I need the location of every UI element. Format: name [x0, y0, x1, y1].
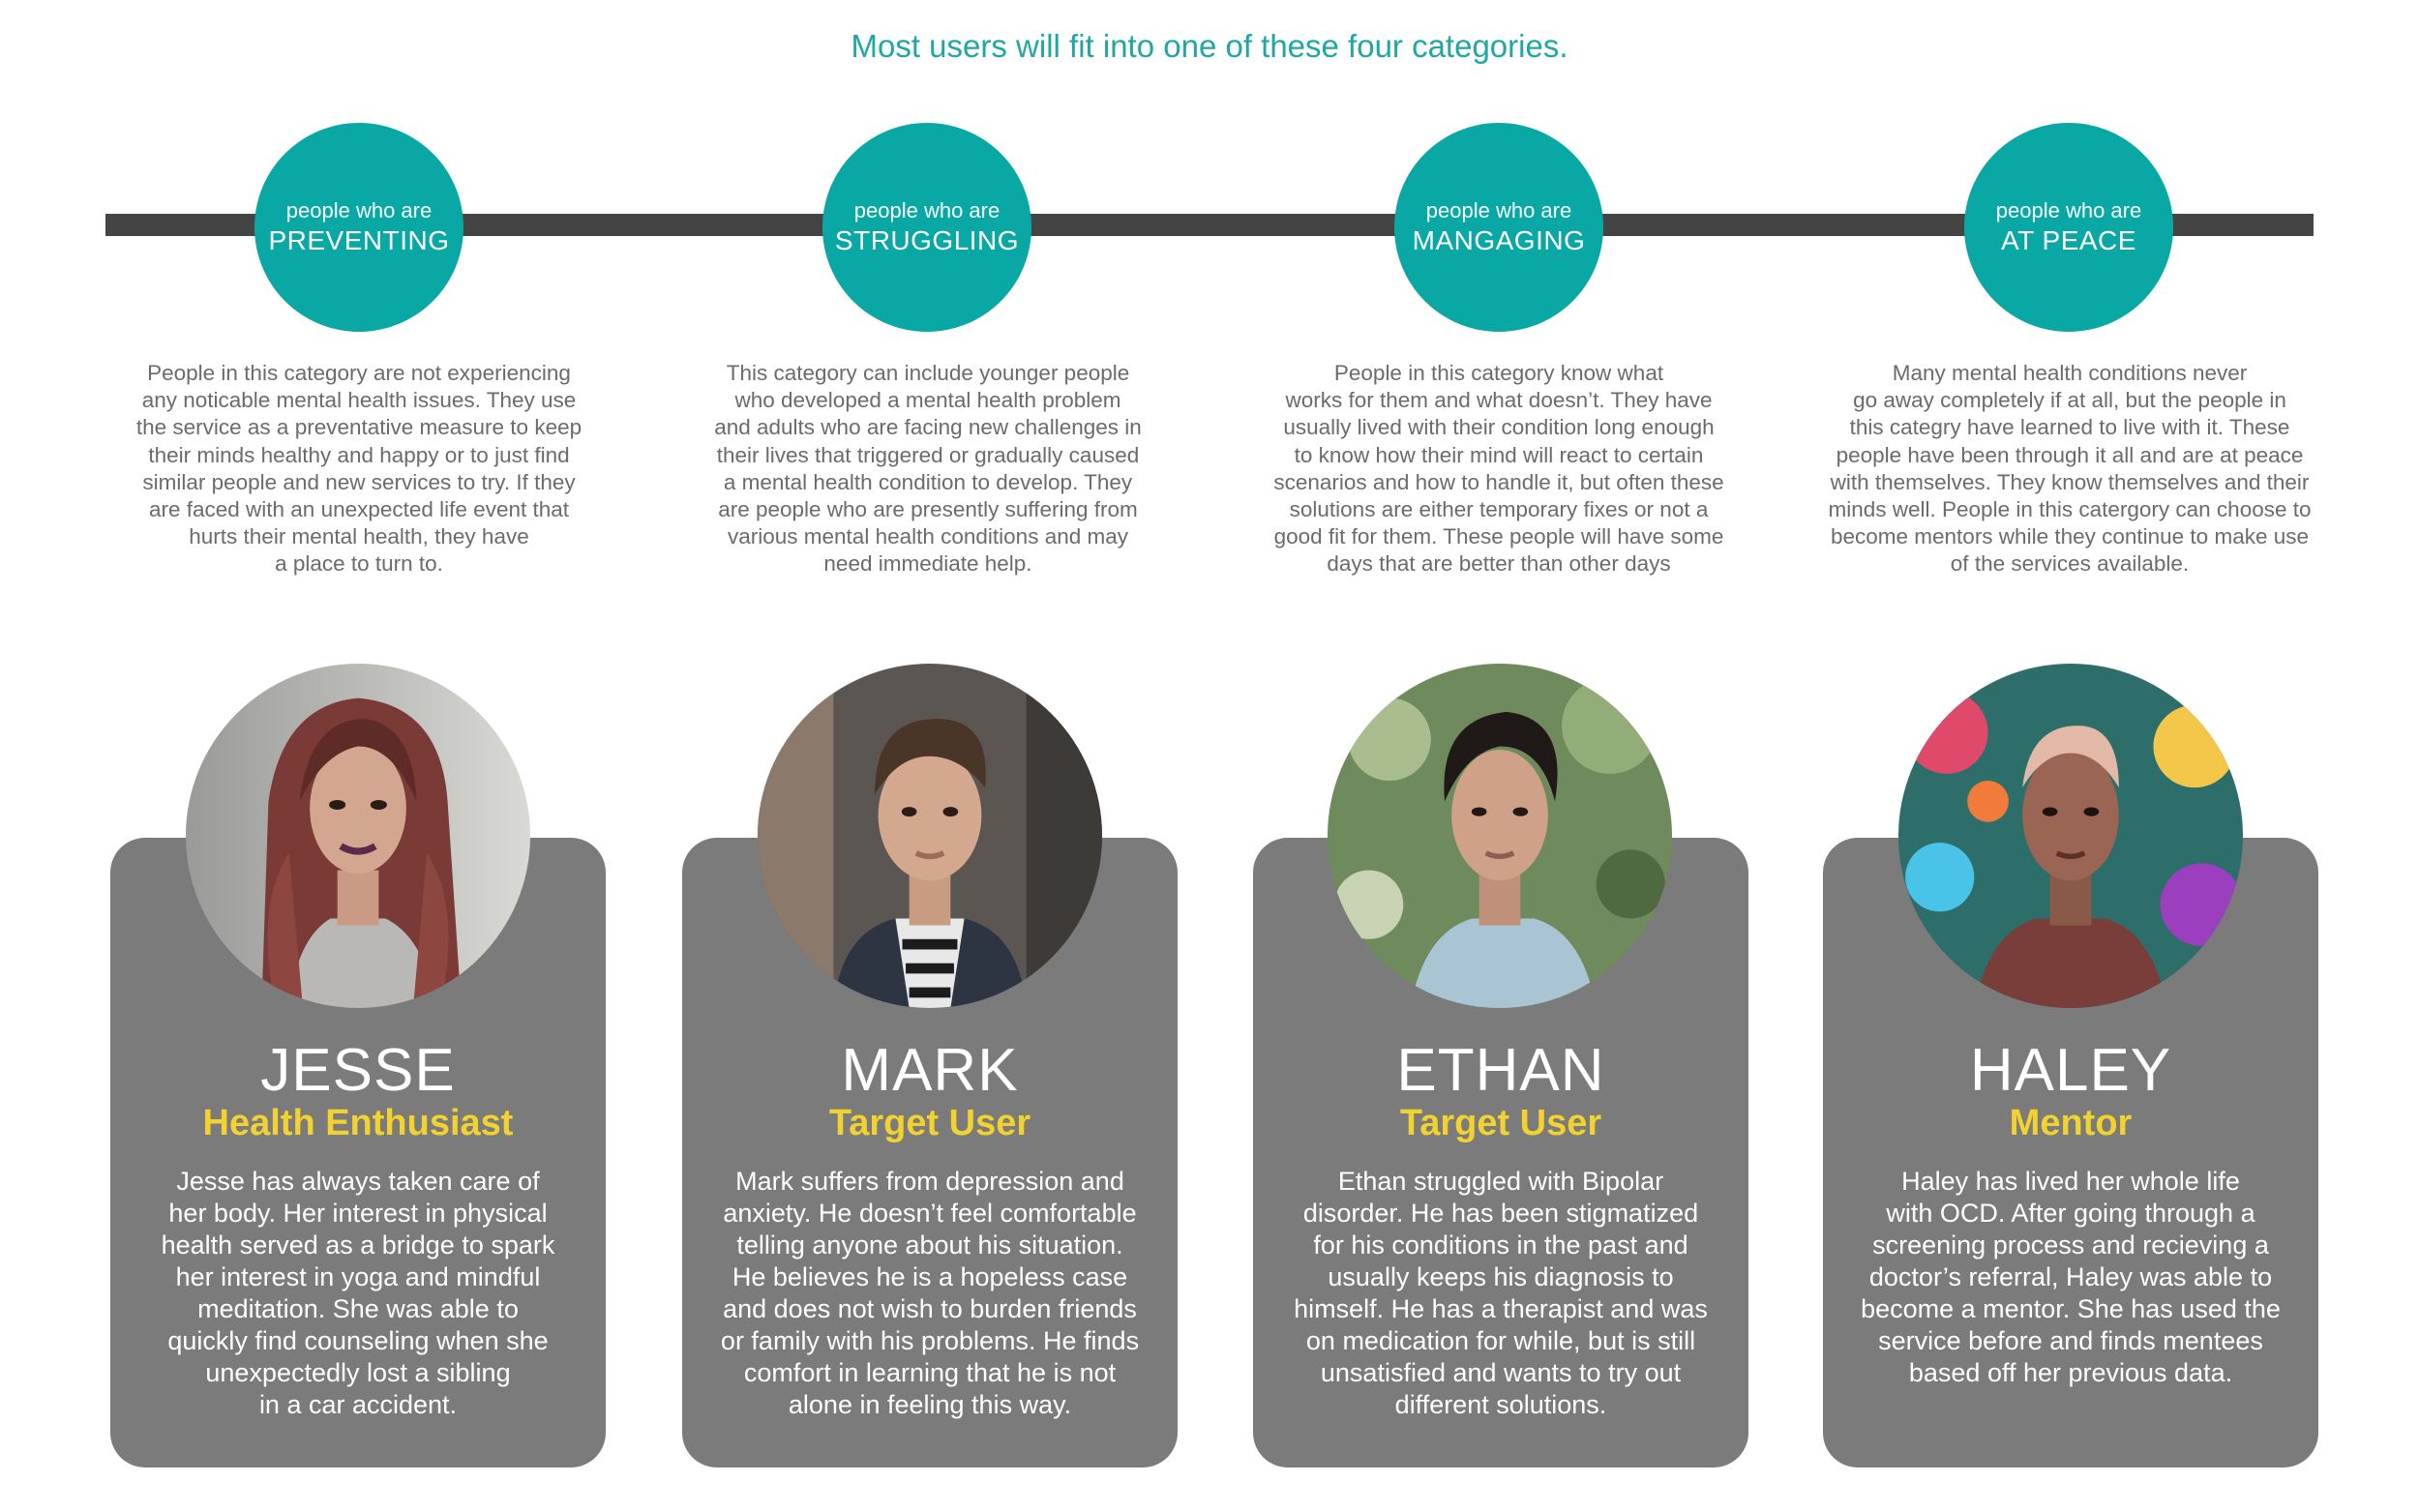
category-description-managing: People in this category know what works for them and what doesn’t. They have usually lived with their condition long enough to know how their mind will react to certain scenarios and how to handle it, but often these solutions are either temporary fixes or not a good fit for them. These people will have some days that are better than other days — [1273, 361, 1724, 577]
category-description-struggling: This category can include younger people who developed a mental health problem and adults who are facing new challenges in their lives that triggered or gradually caused a mental health condition to develop. They are people who are presently suffering from various mental health conditions and may need immediate help. — [714, 361, 1142, 577]
avatar-ethan — [1328, 664, 1672, 1008]
persona-name-mark: MARK — [841, 1037, 1019, 1104]
category-prefix: people who are — [853, 198, 1000, 222]
portrait-photo-icon — [758, 664, 1102, 1008]
portrait-photo-icon — [1898, 664, 2243, 1008]
category-circle-managing — [1394, 123, 1603, 332]
avatar-jesse — [186, 664, 530, 1008]
category-description-at-peace: Many mental health conditions never go away completely if at all, but the people in this categry have learned to live with it. These people have been through it all and are at peace with themselves. They know themselves and their minds well. People in this catergory can choose to become mentors while they continue to make use of the services available. — [1828, 361, 2312, 577]
category-prefix: people who are — [1995, 198, 2142, 222]
category-description-preventing: People in this category are not experiencing any noticable mental health issues. They use the service as a preventative measure to keep their minds healthy and happy or to just find similar people and new services to try. If they are faced with an unexpected life event that hurts their mental health, they have a place to turn to. — [135, 361, 582, 577]
persona-bio-jesse: Jesse has always taken care of her body. Her interest in physical health served as a bridge to spark her interest in yoga and mindful meditation. She was able to quickly find counseling when she unexpectedly lost a sibling in a car accident. — [161, 1167, 555, 1419]
category-name: PREVENTING — [268, 225, 450, 255]
persona-role-jesse: Health Enthusiast — [202, 1103, 514, 1143]
persona-bio-ethan: Ethan struggled with Bipolar disorder. He has been stigmatized for his conditions in the past and usually keeps his diagnosis to himself. He has a therapist and was on medication for while, but is still unsatisfied and wants to try out different solutions. — [1294, 1167, 1708, 1419]
category-name: AT PEACE — [2001, 225, 2136, 255]
persona-role-mark: Target User — [828, 1103, 1031, 1143]
category-circle-at-peace — [1964, 123, 2173, 332]
persona-role-haley: Mentor — [2009, 1103, 2133, 1143]
persona-bio-mark: Mark suffers from depression and anxiety. He doesn’t feel comfortable telling anyone about his situation. He believes he is a hopeless case and does not wish to burden friends or family with his problems. He finds comfort in learning that he is not alone in feeling this way. — [720, 1167, 1140, 1419]
persona-name-ethan: ETHAN — [1396, 1037, 1605, 1104]
category-name: MANGAGING — [1412, 225, 1586, 255]
page-headline: Most users will fit into one of these four categories. — [851, 28, 1568, 64]
persona-role-ethan: Target User — [1399, 1103, 1602, 1143]
category-name: STRUGGLING — [834, 225, 1020, 255]
category-circle-preventing — [254, 123, 463, 332]
avatar-haley — [1898, 664, 2243, 1008]
category-prefix: people who are — [285, 198, 433, 222]
persona-name-jesse: JESSE — [260, 1037, 456, 1104]
portrait-photo-icon — [186, 664, 530, 1008]
portrait-photo-icon — [1328, 664, 1672, 1008]
persona-name-haley: HALEY — [1969, 1037, 2172, 1104]
persona-bio-haley: Haley has lived her whole life with OCD. After going through a screening process and recieving a doctor’s referral, Haley was able to become a mentor. She has used the service before and finds mentees based off her previous data. — [1861, 1167, 2281, 1387]
avatar-mark — [758, 664, 1102, 1008]
category-circle-struggling — [822, 123, 1031, 332]
category-prefix: people who are — [1425, 198, 1572, 222]
